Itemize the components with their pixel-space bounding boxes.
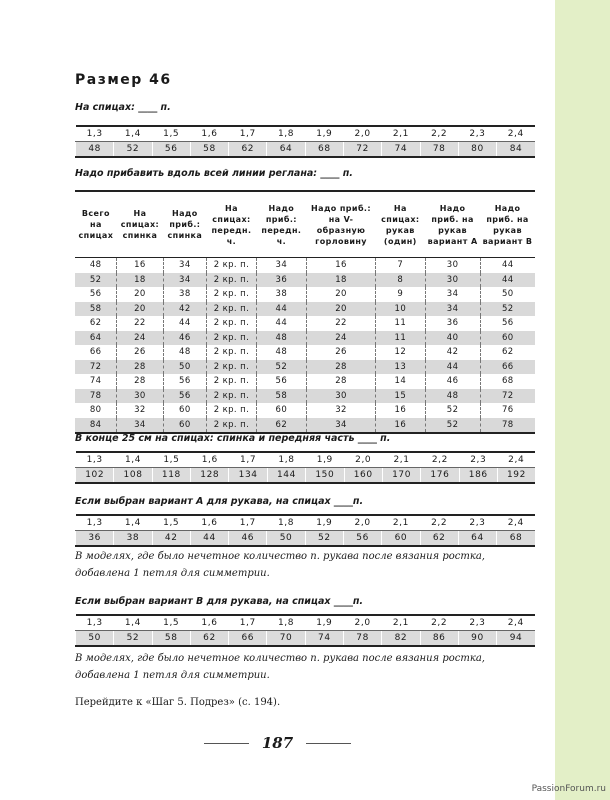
needle-size-cell: 2,0 [344,452,382,468]
table-cell: 72 [480,389,535,404]
stitch-count-cell: 46 [229,531,267,547]
stitch-count-cell: 48 [76,142,114,158]
table-cell: 78 [75,389,117,404]
stitch-count-cell: 62 [229,142,267,158]
needle-size-cell: 2,4 [497,452,535,468]
table-cell: 11 [376,331,426,346]
goto-instruction: Перейдите к «Шаг 5. Подрез» (с. 194). [75,697,281,708]
table-cell: 2 кр. п. [207,374,257,389]
table-cell: 58 [256,389,306,404]
table-cell: 2 кр. п. [207,345,257,360]
table-cell: 52 [425,418,480,434]
table-cell: 52 [425,403,480,418]
needle-size-cell: 1,9 [305,615,343,631]
table-cell: 44 [480,273,535,288]
needle-size-cell: 1,6 [190,126,228,142]
table-cell: 8 [376,273,426,288]
stitch-count-cell: 64 [267,142,305,158]
table-cell: 20 [306,287,375,302]
stitch-count-cell: 58 [152,631,190,647]
table-cell: 2 кр. п. [207,302,257,317]
section5-label: Если выбран вариант В для рукава, на спицах ____п. [75,596,363,607]
needle-size-cell: 2,1 [382,452,420,468]
stitch-count-cell: 144 [267,468,305,484]
table-cell: 72 [75,360,117,375]
needle-size-cell: 1,6 [190,615,228,631]
stitch-count-cell: 68 [305,142,343,158]
needle-size-cell: 1,4 [114,515,152,531]
stitch-count-cell: 102 [76,468,114,484]
table-cell: 74 [75,374,117,389]
table-cell: 2 кр. п. [207,316,257,331]
table-row [75,389,535,404]
stitch-count-cell: 42 [152,531,190,547]
stitch-count-cell: 50 [76,631,114,647]
stitch-count-cell: 62 [420,531,458,547]
table-cell: 36 [256,273,306,288]
page-number: 187 [261,734,294,752]
section1-table [75,125,535,158]
needle-size-cell: 1,3 [76,452,114,468]
table-cell: 34 [425,302,480,317]
needle-size-cell: 2,4 [497,615,535,631]
needle-size-cell: 1,4 [114,452,152,468]
stitch-count-cell: 58 [190,142,228,158]
table-cell: 56 [75,287,117,302]
needle-size-cell: 1,7 [229,452,267,468]
needle-size-cell: 1,7 [229,515,267,531]
needle-size-cell: 2,3 [458,126,496,142]
page-title: Размер 46 [75,72,172,88]
needle-size-cell: 2,4 [497,515,535,531]
table-cell: 30 [117,389,163,404]
table-cell: 28 [306,360,375,375]
table-cell: 16 [376,418,426,434]
stitch-count-cell: 176 [421,468,459,484]
page-footer [0,733,555,752]
table-row [75,273,535,288]
table-cell: 34 [256,258,306,273]
table-cell: 2 кр. п. [207,403,257,418]
stitch-count-cell: 118 [152,468,190,484]
needle-size-cell: 2,2 [420,515,458,531]
table-row [75,302,535,317]
table-cell: 52 [480,302,535,317]
section3-label: В конце 25 см на спицах: спинка и передняя часть ____ п. [75,433,391,444]
table-cell: 48 [75,258,117,273]
table-cell: 60 [256,403,306,418]
table-cell: 12 [376,345,426,360]
table-cell: 68 [480,374,535,389]
table-cell: 44 [256,302,306,317]
table-cell: 2 кр. п. [207,287,257,302]
stitch-count-cell: 50 [267,531,305,547]
table-cell: 84 [75,418,117,434]
stitch-count-cell: 52 [114,631,152,647]
table-cell: 44 [256,316,306,331]
stitch-count-cell: 170 [382,468,420,484]
column-header: На спицах: передн. ч. [207,191,257,258]
stitch-count-cell: 80 [458,142,496,158]
needle-size-cell: 2,3 [458,615,496,631]
table-cell: 24 [306,331,375,346]
stitch-count-cell: 44 [190,531,228,547]
table-cell: 22 [117,316,163,331]
needle-size-cell: 2,2 [420,126,458,142]
table-cell: 7 [376,258,426,273]
section2-table [75,190,535,434]
needle-size-cell: 2,0 [343,515,381,531]
column-header: Всего на спицах [75,191,117,258]
column-header: Надо приб.: на V-образную горловину [306,191,375,258]
section2-label: Надо прибавить вдоль всей линии реглана: ____ п. [75,168,353,179]
stitch-count-cell: 150 [306,468,344,484]
stitch-count-cell: 78 [343,631,381,647]
needle-size-cell: 1,3 [76,126,114,142]
table-cell: 50 [480,287,535,302]
table-cell: 30 [425,273,480,288]
column-header: Надо приб. на рукав вариант В [480,191,535,258]
section1-label: На спицах: ____ п. [75,102,171,113]
table-cell: 24 [117,331,163,346]
table-cell: 56 [256,374,306,389]
table-cell: 44 [163,316,207,331]
stitch-count-cell: 186 [459,468,497,484]
table-cell: 60 [163,418,207,434]
needle-size-cell: 1,8 [267,126,305,142]
table-cell: 18 [117,273,163,288]
table-cell: 40 [425,331,480,346]
stitch-count-cell: 94 [497,631,535,647]
needle-size-cell: 1,6 [190,515,228,531]
column-header: На спицах: рукав (один) [376,191,426,258]
table-cell: 2 кр. п. [207,258,257,273]
section5-table [75,614,535,647]
table-cell: 48 [256,331,306,346]
column-header: Надо приб.: спинка [163,191,207,258]
table-cell: 78 [480,418,535,434]
table-cell: 30 [425,258,480,273]
stitch-count-cell: 52 [305,531,343,547]
table-cell: 22 [306,316,375,331]
table-cell: 48 [163,345,207,360]
table-cell: 2 кр. п. [207,273,257,288]
table-cell: 56 [163,374,207,389]
table-row [75,331,535,346]
table-cell: 26 [117,345,163,360]
table-cell: 56 [480,316,535,331]
table-cell: 62 [75,316,117,331]
table-cell: 42 [425,345,480,360]
needle-size-cell: 2,1 [382,126,420,142]
table-cell: 36 [425,316,480,331]
needle-size-cell: 1,7 [229,126,267,142]
needle-size-cell: 1,7 [229,615,267,631]
table-cell: 76 [480,403,535,418]
table-cell: 46 [425,374,480,389]
table-cell: 11 [376,316,426,331]
table-cell: 10 [376,302,426,317]
table-row [75,287,535,302]
table-cell: 28 [117,360,163,375]
needle-size-cell: 2,0 [343,615,381,631]
table-cell: 26 [306,345,375,360]
table-cell: 46 [163,331,207,346]
table-cell: 20 [117,302,163,317]
stitch-count-cell: 74 [305,631,343,647]
table-cell: 38 [163,287,207,302]
table-row [75,403,535,418]
table-cell: 15 [376,389,426,404]
table-cell: 34 [425,287,480,302]
table-cell: 52 [256,360,306,375]
needle-size-cell: 1,9 [306,452,344,468]
stitch-count-cell: 60 [382,531,420,547]
table-row [75,418,535,434]
stitch-count-cell: 72 [343,142,381,158]
table-row [75,316,535,331]
table-cell: 34 [163,258,207,273]
table-cell: 44 [425,360,480,375]
table-cell: 32 [306,403,375,418]
table-cell: 34 [306,418,375,434]
stitch-count-cell: 36 [76,531,114,547]
table-cell: 58 [75,302,117,317]
needle-size-cell: 1,4 [114,126,152,142]
column-header: На спицах: спинка [117,191,163,258]
table-cell: 64 [75,331,117,346]
table-cell: 18 [306,273,375,288]
stitch-count-cell: 84 [497,142,535,158]
table-cell: 9 [376,287,426,302]
table-row [75,345,535,360]
side-color-band [555,0,610,800]
stitch-count-cell: 86 [420,631,458,647]
needle-size-cell: 1,5 [152,615,190,631]
needle-size-cell: 1,6 [191,452,229,468]
table-cell: 42 [163,302,207,317]
needle-size-cell: 1,3 [76,615,114,631]
table-cell: 30 [306,389,375,404]
table-cell: 44 [480,258,535,273]
watermark: PassionForum.ru [531,784,606,794]
table-cell: 2 кр. п. [207,360,257,375]
table-cell: 13 [376,360,426,375]
table-cell: 48 [256,345,306,360]
table-cell: 28 [306,374,375,389]
stitch-count-cell: 78 [420,142,458,158]
stitch-count-cell: 38 [114,531,152,547]
needle-size-cell: 1,4 [114,615,152,631]
table-cell: 56 [163,389,207,404]
table-cell: 20 [306,302,375,317]
section5-note: В моделях, где было нечетное количество п. рукава после вязания ростка, добавлена 1 петля для симметрии. [75,653,485,681]
column-header: Надо приб. на рукав вариант А [425,191,480,258]
table-cell: 48 [425,389,480,404]
table-cell: 20 [117,287,163,302]
needle-size-cell: 2,0 [343,126,381,142]
stitch-count-cell: 66 [229,631,267,647]
needle-size-cell: 2,1 [382,515,420,531]
needle-size-cell: 2,4 [497,126,535,142]
stitch-count-cell: 62 [190,631,228,647]
column-header: Надо приб.: передн. ч. [256,191,306,258]
stitch-count-cell: 90 [458,631,496,647]
stitch-count-cell: 160 [344,468,382,484]
needle-size-cell: 1,9 [305,515,343,531]
stitch-count-cell: 52 [114,142,152,158]
table-cell: 50 [163,360,207,375]
table-cell: 34 [117,418,163,434]
table-cell: 2 кр. п. [207,331,257,346]
table-cell: 66 [480,360,535,375]
section4-label: Если выбран вариант А для рукава, на спицах ____п. [75,496,364,507]
needle-size-cell: 2,3 [459,452,497,468]
needle-size-cell: 1,8 [267,452,305,468]
needle-size-cell: 2,3 [458,515,496,531]
needle-size-cell: 1,9 [305,126,343,142]
stitch-count-cell: 82 [382,631,420,647]
table-cell: 60 [480,331,535,346]
stitch-count-cell: 108 [114,468,152,484]
stitch-count-cell: 56 [152,142,190,158]
stitch-count-cell: 128 [191,468,229,484]
section4-table [75,514,535,547]
needle-size-cell: 1,3 [76,515,114,531]
needle-size-cell: 2,2 [420,615,458,631]
needle-size-cell: 1,8 [267,515,305,531]
stitch-count-cell: 134 [229,468,267,484]
table-cell: 80 [75,403,117,418]
table-cell: 2 кр. п. [207,389,257,404]
table-row [75,258,535,273]
table-cell: 62 [256,418,306,434]
stitch-count-cell: 70 [267,631,305,647]
section4-note: В моделях, где было нечетное количество п. рукава после вязания ростка, добавлена 1 петля для симметрии. [75,551,485,579]
section3-table [75,451,535,484]
table-cell: 28 [117,374,163,389]
stitch-count-cell: 192 [497,468,535,484]
stitch-count-cell: 74 [382,142,420,158]
table-cell: 62 [480,345,535,360]
table-cell: 60 [163,403,207,418]
table-cell: 16 [376,403,426,418]
table-row [75,374,535,389]
table-cell: 16 [306,258,375,273]
stitch-count-cell: 68 [497,531,535,547]
needle-size-cell: 1,5 [152,126,190,142]
ornament-right [306,743,351,744]
table-cell: 14 [376,374,426,389]
table-cell: 34 [163,273,207,288]
needle-size-cell: 2,2 [421,452,459,468]
table-cell: 38 [256,287,306,302]
needle-size-cell: 1,5 [152,515,190,531]
stitch-count-cell: 56 [343,531,381,547]
table-cell: 66 [75,345,117,360]
needle-size-cell: 1,8 [267,615,305,631]
table-cell: 32 [117,403,163,418]
table-cell: 16 [117,258,163,273]
table-row [75,360,535,375]
table-cell: 2 кр. п. [207,418,257,434]
stitch-count-cell: 64 [458,531,496,547]
needle-size-cell: 1,5 [152,452,190,468]
table-cell: 52 [75,273,117,288]
needle-size-cell: 2,1 [382,615,420,631]
ornament-left [204,743,249,744]
